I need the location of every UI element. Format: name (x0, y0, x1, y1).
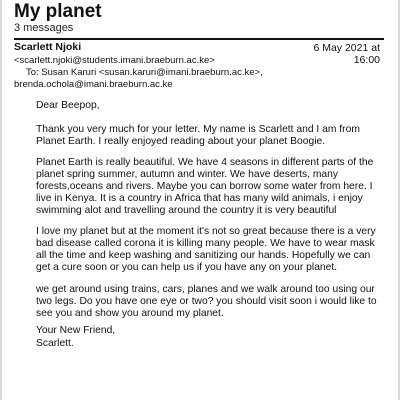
sender-name-text: Scarlett Njoki (14, 41, 82, 53)
greeting (36, 100, 380, 112)
paragraph-1 (36, 124, 380, 148)
message-date-text: 6 May 2021 at (313, 42, 380, 54)
header-divider (14, 38, 384, 40)
paragraph-3-text: I love my planet but at the moment it's not so great because there is a very bad disease called corona it is killing many people. We have to wear mask all the time and keep washing and sanitizing our hands. Hopefully we can get a cure soon or you can help us if you have any on your planet. (36, 226, 376, 273)
signoff-text: Your New Friend, (36, 325, 116, 336)
signature (36, 338, 380, 350)
paragraph-2 (36, 157, 380, 217)
message-time-text: 16:00 (353, 54, 380, 66)
signoff (36, 325, 380, 337)
paragraph-1-text: Thank you very much for your letter. My name is Scarlett and I am from Planet Earth. I really enjoyed reading about your planet Boogie. (36, 124, 360, 147)
greeting-text: Dear Beepop, (36, 100, 100, 111)
paragraph-3 (36, 226, 380, 274)
signature-text: Scarlett. (36, 338, 74, 349)
paragraph-4 (36, 284, 380, 320)
sender-email: <scarlett.njoki@students.imani.braeburn.ac.ke> (14, 55, 215, 66)
recipients-line: To: Susan Karuri <susan.karuri@imani.braeburn.ac.ke>, (26, 67, 263, 78)
left-frame-border (0, 0, 2, 400)
message-count: 3 messages (14, 22, 74, 34)
paragraph-4-text: we get around using trains, cars, planes and we walk around too using our two legs. Do you have one eye or two? you should visit soon i would like to see you and show you around my planet. (36, 284, 377, 319)
paragraph-2-text: Planet Earth is really beautiful. We have 4 seasons in different parts of the planet spring summer, autumn and winter. We have deserts, many forests,oceans and rivers. Maybe you can borrow some water from here. I live in Kenya. It is a country in Africa that has many wild animals, i enjoy swimming alot and travelling around the country it is very beautiful (36, 157, 374, 216)
recipients-line-2: brenda.ochola@imani.braeburn.ac.ke (14, 79, 173, 90)
thread-title: My planet (14, 1, 102, 22)
